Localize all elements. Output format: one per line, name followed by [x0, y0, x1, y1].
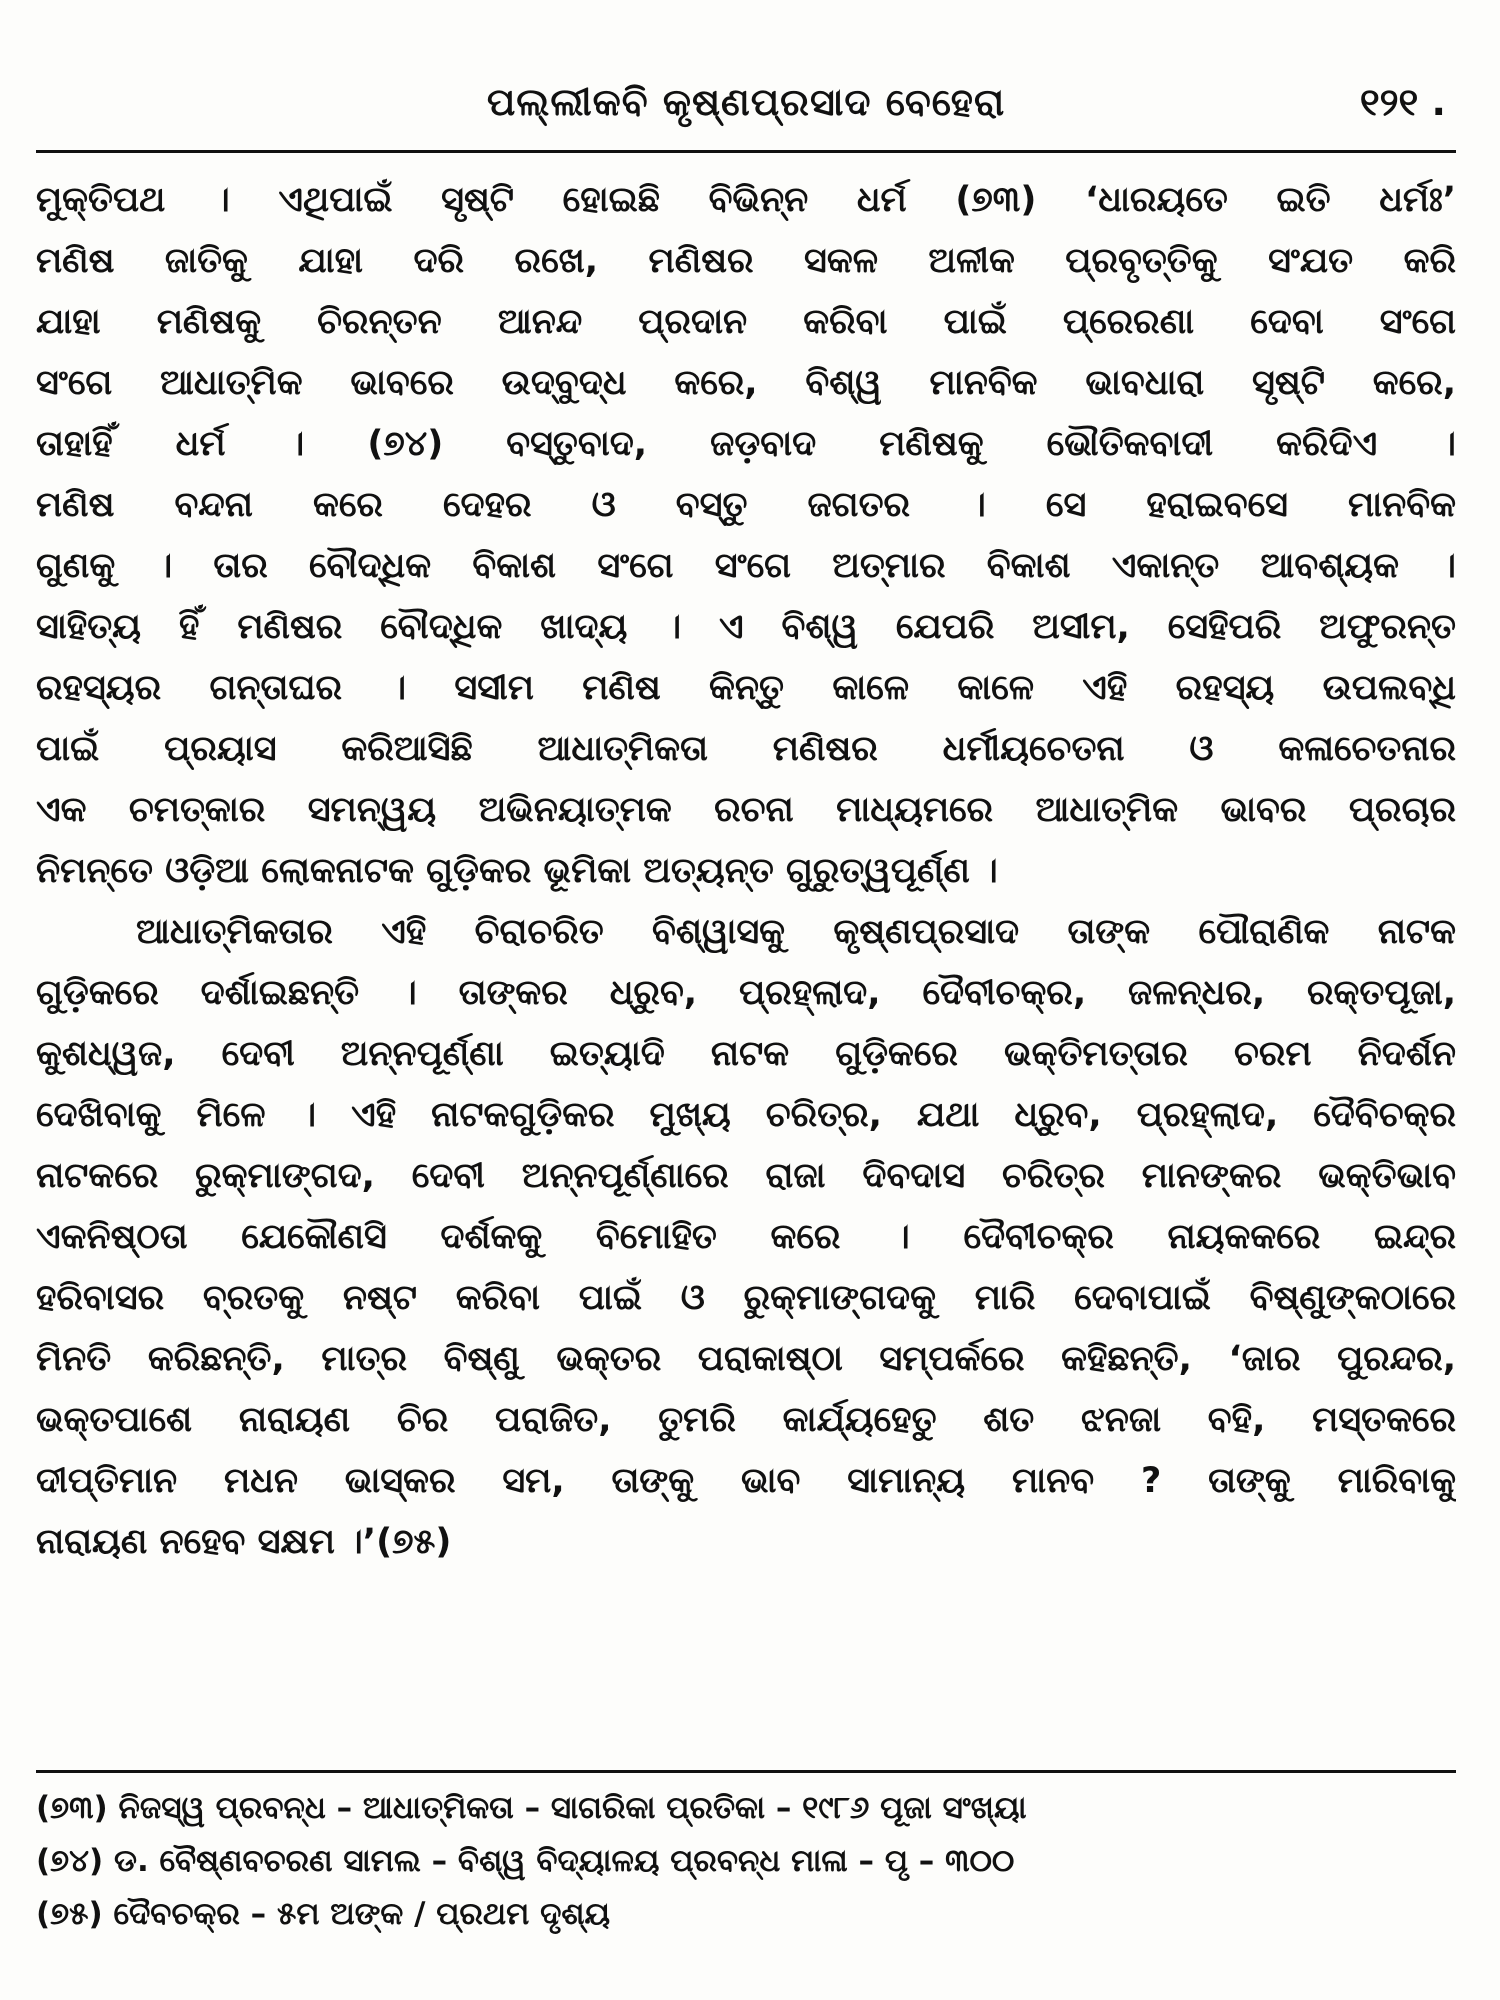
text-line: କୁଶଧ୍ୱଜ, ଦେବୀ ଅନ୍ନପୂର୍ଣ୍ଣା ଇତ୍ୟାଦି ନାଟକ ଗୁଡ଼ିକରେ ଭକ୍ତିମତ୍ତାର ଚରମ ନିଦର୍ଶନ [36, 1034, 1456, 1074]
text-line: ମୁକ୍ତିପଥ । ଏଥିପାଇଁ ସୃଷ୍ଟି ହୋଇଛି ବିଭିନ୍ନ ଧର୍ମ (୭୩) ‘ଧାରୟତେ ଇତି ଧର୍ମଃ’ [36, 180, 1456, 220]
footnotes [36, 1782, 1456, 1941]
text-line: ରହସ୍ୟର ଗନ୍ତାଘର । ସସୀମ ମଣିଷ କିନ୍ତୁ କାଳେ କାଳେ ଏହି ରହସ୍ୟ ଉପଲବ୍ଧି [36, 668, 1456, 708]
text-line: ଏକନିଷ୍ଠତା ଯେକୌଣସି ଦର୍ଶକକୁ ବିମୋହିତ କରେ । ଦୈବୀଚକ୍ର ନାୟକକରେ ଇନ୍ଦ୍ର [36, 1217, 1456, 1257]
text-line: ପାଇଁ ପ୍ରୟାସ କରିଆସିଛି ଆଧାତ୍ମିକତା ମଣିଷର ଧର୍ମୀୟଚେତନା ଓ କଳାଚେତନାର [36, 729, 1456, 769]
footnote-divider [36, 1770, 1456, 1773]
body-text [36, 170, 1456, 1573]
text-line: ହରିବାସର ବ୍ରତକୁ ନଷ୍ଟ କରିବା ପାଇଁ ଓ ରୁକ୍ମାଙ୍ଗଦକୁ ମାରି ଦେବାପାଇଁ ବିଷ୍ଣୁଙ୍କଠାରେ [36, 1278, 1456, 1318]
text-line: ଦୀପ୍ତିମାନ ମଧନ ଭାସ୍କର ସମ, ତାଙ୍କୁ ଭାବ ସାମାନ୍ୟ ମାନବ ? ତାଙ୍କୁ ମାରିବାକୁ [36, 1461, 1456, 1501]
text-line: ତାହାହିଁ ଧର୍ମ । (୭୪) ବସ୍ତୁବାଦ, ଜଡ଼ବାଦ ମଣିଷକୁ ଭୌତିକବାଦୀ କରିଦିଏ । [36, 424, 1456, 464]
text-line: ଏକ ଚମତ୍କାର ସମନ୍ୱୟ ଅଭିନୟାତ୍ମକ ରଚନା ମାଧ୍ୟମରେ ଆଧାତ୍ମିକ ଭାବର ପ୍ରଚାର [36, 790, 1456, 830]
text-line: ସାହିତ୍ୟ ହିଁ ମଣିଷର ବୌଦ୍ଧିକ ଖାଦ୍ୟ । ଏ ବିଶ୍ୱ ଯେପରି ଅସୀମ, ସେହିପରି ଅଫୁରନ୍ତ [36, 607, 1456, 647]
footnote: (୭୪) ଡ. ବୈଷ୍ଣବଚରଣ ସାମଲ – ବିଶ୍ୱ ବିଦ୍ୟାଳୟ ପ୍ରବନ୍ଧ ମାଳା – ପୃ – ୩୦୦ [36, 1843, 1015, 1879]
text-line: ସଂଗେ ଆଧାତ୍ମିକ ଭାବରେ ଉଦ୍‌ବୁଦ୍ଧ କରେ, ବିଶ୍ୱ ମାନବିକ ଭାବଧାରା ସୃଷ୍ଟି କରେ, [36, 363, 1456, 403]
text-line: ଗୁଣକୁ । ତାର ବୌଦ୍ଧିକ ବିକାଶ ସଂଗେ ସଂଗେ ଅତ୍ମାର ବିକାଶ ଏକାନ୍ତ ଆବଶ୍ୟକ । [36, 546, 1456, 586]
running-header-title: ପଲ୍ଲୀକବି କୃଷ୍ଣପ୍ରସାଦ ବେହେରା [486, 80, 1006, 124]
text-line: ଗୁଡ଼ିକରେ ଦର୍ଶାଇଛନ୍ତି । ତାଙ୍କର ଧ୍ରୁବ, ପ୍ରହ୍ଲାଦ, ଦୈବୀଚକ୍ର, ଜଳନ୍ଧର, ରକ୍ତପୂଜା, [36, 973, 1456, 1013]
page-header [36, 70, 1456, 142]
text-line: ଦେଖିବାକୁ ମିଳେ । ଏହି ନାଟକଗୁଡ଼ିକର ମୁଖ୍ୟ ଚରିତ୍ର, ଯଥା ଧ୍ରୁବ, ପ୍ରହ୍ଲାଦ, ଦୈବିଚକ୍ର [36, 1095, 1456, 1135]
text-line: ମଣିଷ ଜାତିକୁ ଯାହା ଦରି ରଖେ, ମଣିଷର ସକଳ ଅଳୀକ ପ୍ରବୃତ୍ତିକୁ ସଂଯତ କରି [36, 241, 1456, 281]
text-line: ମିନତି କରିଛନ୍ତି, ମାତ୍ର ବିଷ୍ଣୁ ଭକ୍ତର ପରାକାଷ୍ଠା ସମ୍ପର୍କରେ କହିଛନ୍ତି, ‘ଜାର ପୁରନ୍ଦର, [36, 1339, 1456, 1379]
text-line: ନିମନ୍ତେ ଓଡ଼ିଆ ଲୋକନାଟକ ଗୁଡ଼ିକର ଭୂମିକା ଅତ୍ୟନ୍ତ ଗୁରୁତ୍ୱପୂର୍ଣ୍ଣ । [36, 851, 998, 891]
page-number: ୧୨୧ . [1359, 80, 1446, 124]
text-line: ଯାହା ମଣିଷକୁ ଚିରନ୍ତନ ଆନନ୍ଦ ପ୍ରଦାନ କରିବା ପାଇଁ ପ୍ରେରଣା ଦେବା ସଂଗେ [36, 302, 1456, 342]
text-line: ମଣିଷ ବନ୍ଦନା କରେ ଦେହର ଓ ବସ୍ତୁ ଜଗତର । ସେ ହରାଇବସେ ମାନବିକ [36, 485, 1456, 525]
footnote: (୭୩) ନିଜସ୍ୱ ପ୍ରବନ୍ଧ – ଆଧାତ୍ମିକତା – ସାଗରିକା ପ୍ରତିକା – ୧୯୮୬ ପୂଜା ସଂଖ୍ୟା [36, 1790, 1027, 1826]
text-line: ଭକ୍ତପାଶେ ନାରାୟଣ ଚିର ପରାଜିତ, ତୁମରି କାର୍ଯ୍ୟହେତୁ ଶତ ଝନଜା ବହି, ମସ୍ତକରେ [36, 1400, 1456, 1440]
paragraph-start-line: ଆଧାତ୍ମିକତାର ଏହି ଚିରାଚରିତ ବିଶ୍ୱାସକୁ କୃଷ୍ଣପ୍ରସାଦ ତାଙ୍କ ପୌରାଣିକ ନାଟକ [136, 912, 1456, 952]
footnote: (୭୫) ଦୈବଚକ୍ର – ୫ମ ଅଙ୍କ / ପ୍ରଥମ ଦୃଶ୍ୟ [36, 1896, 611, 1932]
text-line: ନାରାୟଣ ନହେବ ସକ୍ଷମ ।’(୭୫) [36, 1522, 452, 1562]
text-line: ନାଟକରେ ରୁକ୍ମାଙ୍ଗଦ, ଦେବୀ ଅନ୍ନପୂର୍ଣ୍ଣାରେ ରାଜା ଦିବଦାସ ଚରିତ୍ର ମାନଙ୍କର ଭକ୍ତିଭାବ [36, 1156, 1456, 1196]
header-divider [36, 150, 1456, 153]
